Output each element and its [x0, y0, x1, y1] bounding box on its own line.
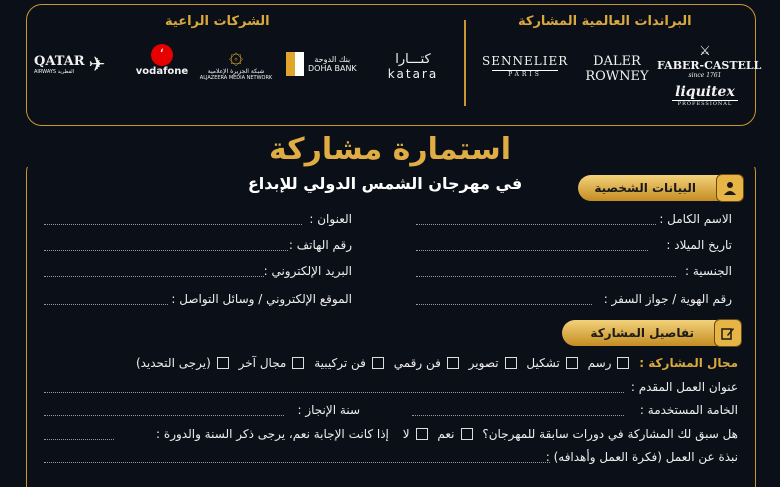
option-sculpture: تشكيل	[526, 356, 560, 370]
option-yes: نعم	[437, 427, 455, 441]
checkbox-photography[interactable]	[505, 357, 517, 369]
personal-section-pill	[578, 175, 744, 201]
option-no: لا	[402, 427, 410, 441]
option-drawing: رسم	[587, 356, 612, 370]
checkbox-specify[interactable]	[217, 357, 229, 369]
year-label: سنة الإنجاز :	[297, 403, 360, 417]
checkbox-installation[interactable]	[372, 357, 384, 369]
phone-field[interactable]	[44, 250, 288, 251]
nationality-label: الجنسية :	[685, 264, 732, 278]
aljazeera-icon: ۞	[228, 41, 244, 69]
website-label: الموقع الإلكتروني / وسائل التواصل :	[171, 292, 352, 306]
work-title-field[interactable]	[44, 392, 624, 393]
summary-field[interactable]	[44, 462, 550, 463]
year-field[interactable]	[44, 415, 284, 416]
oryx-icon: ✈	[88, 52, 106, 76]
work-title-label: عنوان العمل المقدم :	[630, 380, 738, 394]
field-options-row	[136, 356, 738, 371]
participation-section-pill	[562, 320, 742, 346]
website-field[interactable]	[44, 304, 168, 305]
daler-rowney-logo: DALER ROWNEY	[585, 54, 649, 84]
checkbox-sculpture[interactable]	[566, 357, 578, 369]
birth-date-label: تاريخ الميلاد :	[666, 238, 732, 252]
qatar-airways-logo: QATAR AIRWAYS القطرية ✈	[34, 52, 106, 76]
user-icon	[716, 174, 744, 202]
address-label: العنوان :	[309, 212, 352, 226]
option-specify: (يرجى التحديد)	[135, 356, 211, 370]
email-field[interactable]	[44, 276, 264, 277]
katara-logo: كتـــارا katara	[387, 52, 439, 81]
previous-participation-row	[156, 427, 738, 442]
birth-date-field[interactable]	[416, 250, 648, 251]
sponsors-divider	[464, 20, 466, 106]
full-name-label: الاسم الكامل :	[659, 212, 732, 226]
vodafone-icon: ‘	[151, 44, 173, 66]
checkbox-yes[interactable]	[461, 428, 473, 440]
id-passport-field[interactable]	[416, 304, 592, 305]
nationality-field[interactable]	[416, 276, 676, 277]
field-label: مجال المشاركة :	[639, 356, 738, 370]
checkbox-no[interactable]	[416, 428, 428, 440]
material-field[interactable]	[412, 415, 624, 416]
summary-label: نبذة عن العمل (فكرة العمل وأهدافه) :	[545, 450, 738, 464]
brands-title: البراندات العالمية المشاركة	[518, 14, 692, 29]
companies-title: الشركات الراعية	[165, 14, 270, 29]
previous-question: هل سبق لك المشاركة في دورات سابقة للمهرجان؟	[482, 427, 738, 441]
participation-section-label: تفاصيل المشاركة	[590, 326, 694, 340]
sennelier-logo: SENNELIER PARIS	[482, 54, 569, 78]
id-passport-label: رقم الهوية / جواز السفر :	[603, 292, 732, 306]
address-field[interactable]	[44, 224, 302, 225]
aljazeera-logo: ۞ شبكة الجزيرة الإعلامية ALJAZEERA MEDIA NETWORK	[194, 42, 278, 81]
faber-castell-logo: ⚔ FABER-CASTELL since 1761	[657, 44, 762, 79]
form-subtitle: في مهرجان الشمس الدولي للإبداع	[247, 174, 523, 193]
material-label: الخامة المستخدمة :	[639, 403, 738, 417]
option-photography: تصوير	[468, 356, 499, 370]
option-installation: فن تركيبية	[314, 356, 366, 370]
doha-bank-icon	[286, 52, 304, 76]
full-name-field[interactable]	[416, 224, 656, 225]
form-title: استمارة مشاركة	[0, 132, 780, 167]
option-digital-art: فن رقمي	[393, 356, 441, 370]
checkbox-digital-art[interactable]	[447, 357, 459, 369]
vodafone-logo: ‘ vodafone	[134, 44, 190, 77]
followup-field[interactable]	[44, 439, 114, 440]
edit-icon	[714, 319, 742, 347]
doha-bank-logo: بنك الدوحة DOHA BANK	[286, 52, 366, 76]
checkbox-drawing[interactable]	[617, 357, 629, 369]
phone-label: رقم الهاتف :	[288, 238, 352, 252]
email-label: البريد الإلكتروني :	[263, 264, 352, 278]
liquitex-logo: liquitex PROFESSIONAL	[672, 84, 738, 107]
followup-label: إذا كانت الإجابة نعم، يرجى ذكر السنة والدورة :	[156, 427, 389, 441]
personal-section-label: البيانات الشخصية	[594, 181, 696, 195]
option-other: مجال آخر	[238, 356, 287, 370]
checkbox-other[interactable]	[292, 357, 304, 369]
